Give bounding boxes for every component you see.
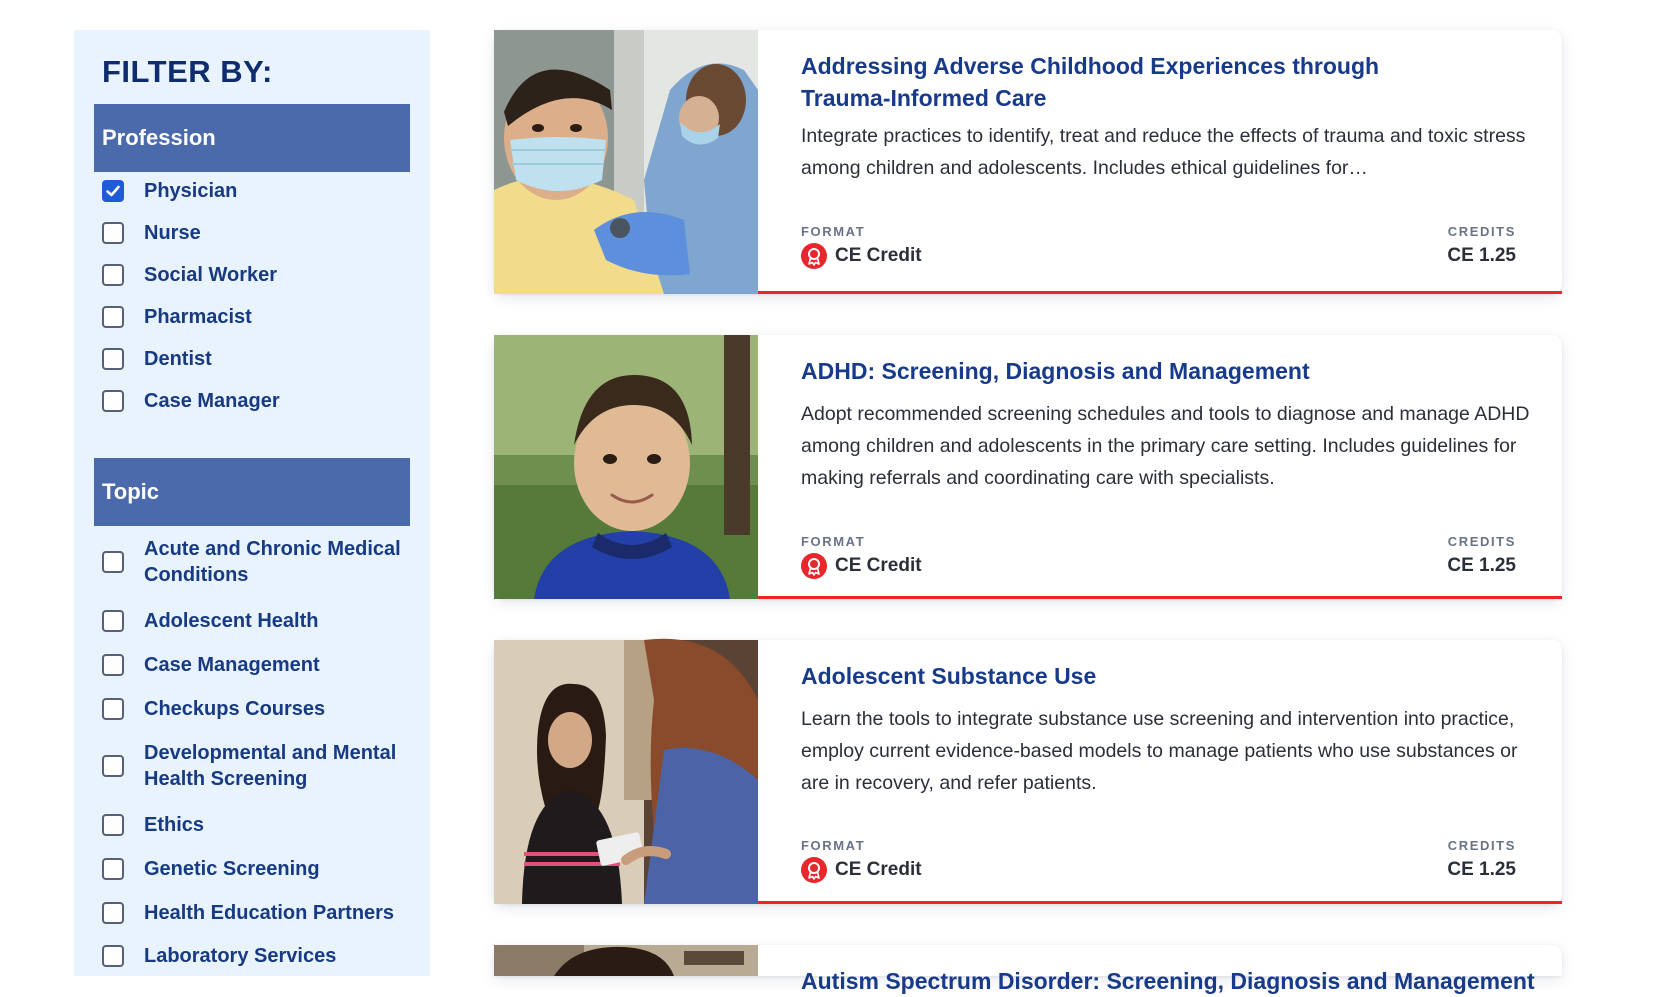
course-title-link[interactable]: Addressing Adverse Childhood Experiences through Trauma-Informed Care [801, 53, 1380, 111]
checkbox-ethics[interactable] [102, 814, 124, 836]
checkbox-dentist[interactable] [102, 348, 124, 370]
checkbox-pharmacist[interactable] [102, 306, 124, 328]
format-label: FORMAT [801, 534, 866, 549]
filter-option-pharmacist[interactable] [102, 304, 402, 330]
filter-option-label: Genetic Screening [144, 858, 320, 880]
ce-credit-badge-icon [801, 857, 827, 883]
format-value [801, 553, 922, 579]
checkbox-acute-chronic[interactable] [102, 551, 124, 573]
course-image-smiling-boy[interactable] [494, 335, 758, 599]
course-card-body [758, 335, 1562, 599]
filter-option-physician[interactable] [102, 178, 402, 204]
filter-option-genetic-screening[interactable] [102, 856, 402, 882]
filter-option-label: Ethics [144, 814, 205, 836]
format-label: FORMAT [801, 838, 866, 853]
course-title-link[interactable]: Autism Spectrum Disorder: Screening, Diagnosis and Management [801, 968, 1535, 994]
format-text: CE Credit [835, 859, 922, 880]
format-value [801, 243, 922, 269]
filter-option-label: Physician [144, 180, 238, 202]
card-accent-bar [758, 901, 1562, 904]
format-label: FORMAT [801, 224, 866, 239]
smiling-boy-photo [494, 335, 758, 599]
course-card-body [758, 30, 1562, 294]
profession-section-header[interactable]: Profession [94, 104, 410, 172]
course-title-link[interactable]: ADHD: Screening, Diagnosis and Management [801, 358, 1310, 384]
course-card[interactable] [494, 30, 1562, 294]
course-card-body [758, 945, 1562, 994]
ce-credit-badge-icon [801, 553, 827, 579]
credits-label: CREDITS [1447, 534, 1516, 549]
checkbox-case-manager[interactable] [102, 390, 124, 412]
course-description: Adopt recommended screening schedules and tools to diagnose and manage ADHD among children and adolescents in the primary care setting. Includes guidelines for making referrals and coordinating care with specialists. [801, 403, 1530, 489]
filter-option-health-education-partners[interactable] [102, 900, 402, 926]
filter-option-checkups-courses[interactable] [102, 696, 402, 722]
filter-option-label: Adolescent Health [144, 610, 319, 632]
card-accent-bar [758, 291, 1562, 294]
filter-option-label: Laboratory Services [144, 945, 337, 967]
format-text: CE Credit [835, 555, 922, 576]
topic-section-header[interactable]: Topic [94, 458, 410, 526]
filter-option-nurse[interactable] [102, 220, 402, 246]
course-card[interactable] [494, 640, 1562, 904]
ce-credit-badge-icon [801, 243, 827, 269]
checkbox-social-worker[interactable] [102, 264, 124, 286]
checkbox-developmental-mental-health[interactable] [102, 755, 124, 777]
course-description: Learn the tools to integrate substance use screening and intervention into practice, employ current evidence-based models to manage patients who use substances or are in recovery, and refer patients. [801, 708, 1518, 794]
filter-option-label: Developmental and Mental Health Screening [144, 742, 397, 790]
filter-option-label: Case Management [144, 654, 320, 676]
filter-option-adolescent-health[interactable] [102, 608, 402, 634]
credits-label: CREDITS [1447, 224, 1516, 239]
checkbox-laboratory-services[interactable] [102, 945, 124, 967]
filter-option-case-management[interactable] [102, 652, 402, 678]
checkbox-adolescent-health[interactable] [102, 610, 124, 632]
filter-option-label: Health Education Partners [144, 902, 395, 924]
filter-title: FILTER BY: [102, 54, 273, 89]
checkbox-nurse[interactable] [102, 222, 124, 244]
filter-option-label: Nurse [144, 222, 201, 244]
course-card[interactable] [494, 335, 1562, 599]
filter-option-laboratory-services[interactable] [102, 943, 402, 969]
filter-option-dentist[interactable] [102, 346, 402, 372]
filter-option-acute-chronic[interactable] [102, 536, 402, 588]
filter-option-label: Dentist [144, 348, 212, 370]
format-value [801, 857, 922, 883]
checkbox-case-management[interactable] [102, 654, 124, 676]
filter-option-label: Pharmacist [144, 306, 252, 328]
course-card[interactable] [494, 945, 1562, 994]
checkmark-icon [105, 183, 121, 199]
child-portrait-photo [494, 945, 758, 976]
filter-option-ethics[interactable] [102, 812, 402, 838]
course-card-body [758, 640, 1562, 904]
credits-value: CE 1.25 [1447, 245, 1516, 266]
filter-option-label: Checkups Courses [144, 698, 326, 720]
course-description: Integrate practices to identify, treat and reduce the effects of trauma and toxic stress among children and adolescents. Includes ethical guidelines for… [801, 125, 1526, 179]
checkbox-health-education-partners[interactable] [102, 902, 124, 924]
filter-option-label: Acute and Chronic Medical Conditions [144, 538, 401, 586]
checkbox-physician[interactable] [102, 180, 124, 202]
credits-value: CE 1.25 [1447, 859, 1516, 880]
format-text: CE Credit [835, 245, 922, 266]
filter-sidebar [74, 30, 430, 976]
filter-option-label: Social Worker [144, 264, 278, 286]
filter-option-label: Case Manager [144, 390, 280, 412]
course-image-teen-with-counselor[interactable] [494, 640, 758, 904]
course-image-child-with-mask[interactable] [494, 30, 758, 294]
checkbox-genetic-screening[interactable] [102, 858, 124, 880]
filter-option-social-worker[interactable] [102, 262, 402, 288]
checkbox-checkups-courses[interactable] [102, 698, 124, 720]
child-with-mask-photo [494, 30, 758, 294]
course-image-child-portrait[interactable] [494, 945, 758, 976]
credits-value: CE 1.25 [1447, 555, 1516, 576]
teen-with-counselor-photo [494, 640, 758, 904]
course-title-link[interactable]: Adolescent Substance Use [801, 663, 1097, 689]
card-accent-bar [758, 596, 1562, 599]
filter-option-case-manager[interactable] [102, 388, 402, 414]
credits-label: CREDITS [1447, 838, 1516, 853]
filter-option-developmental-mental-health[interactable] [102, 740, 402, 792]
